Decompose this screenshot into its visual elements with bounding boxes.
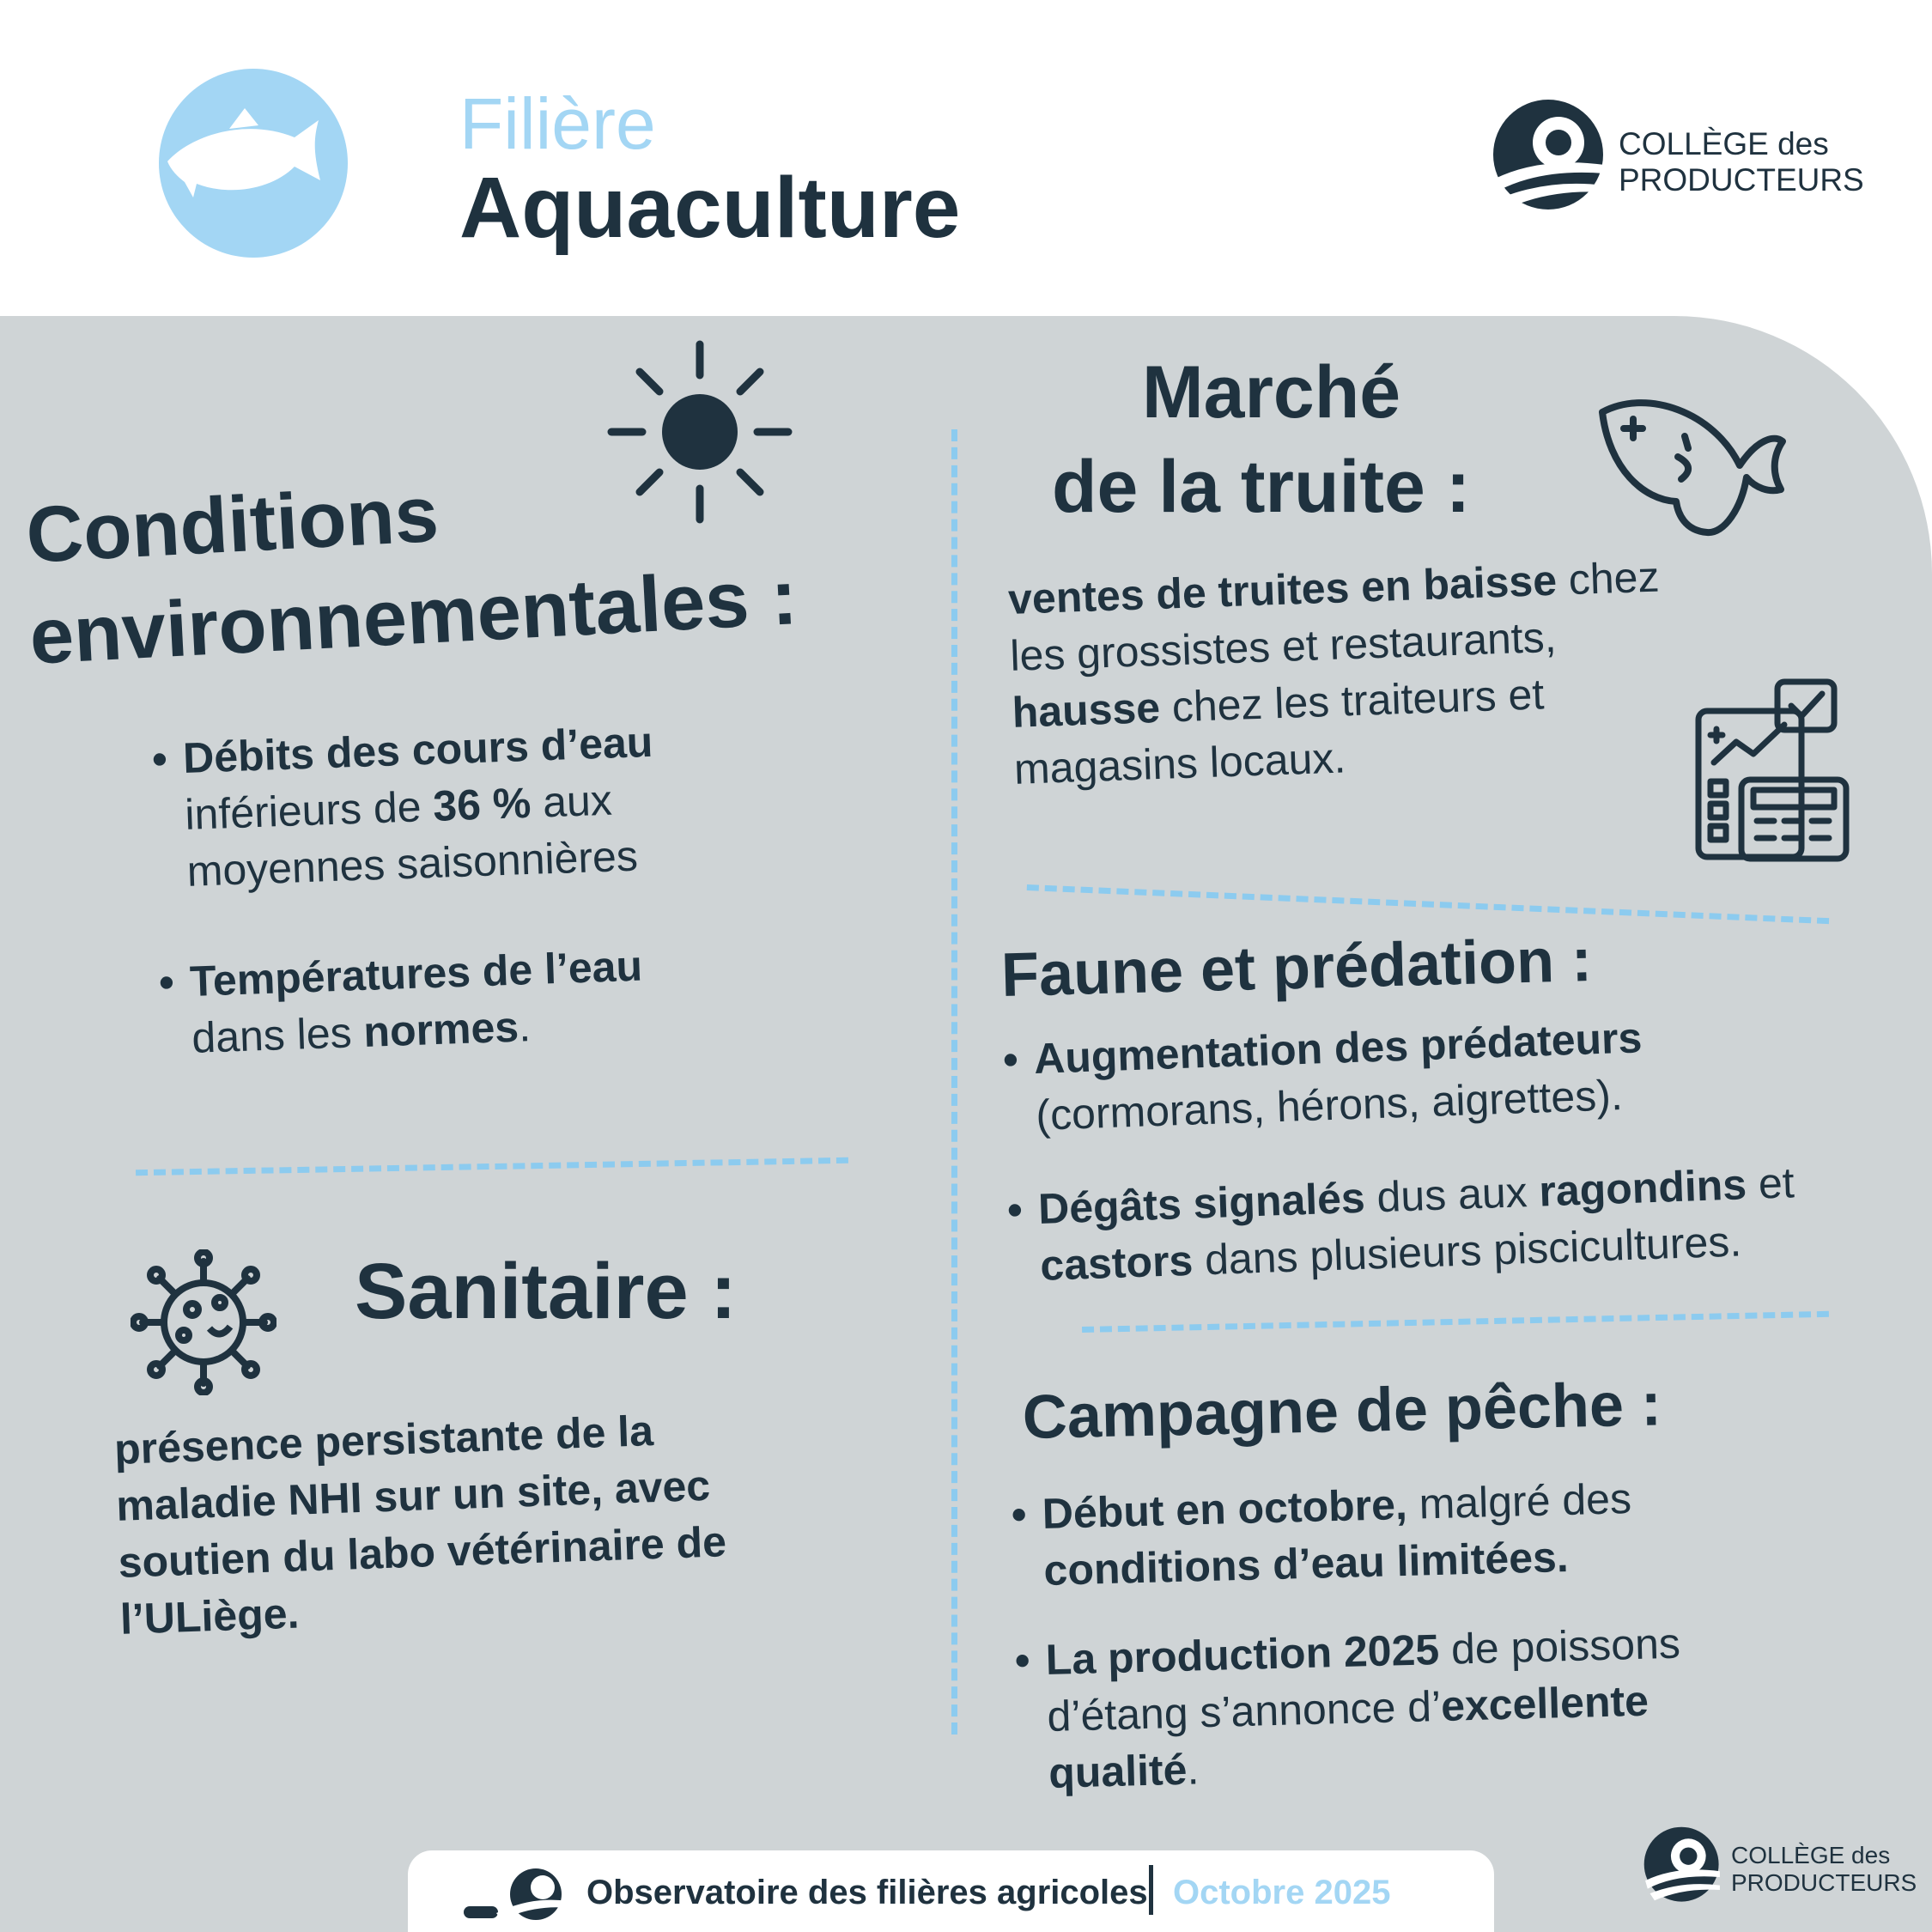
trowel-icon-wrap: [462, 1865, 569, 1929]
footer-label: Observatoire des filières agricoles: [586, 1874, 1148, 1911]
sun-icon-wrap: [601, 339, 799, 541]
fish-outline-icon: [1595, 388, 1793, 538]
sector-name: Aquaculture: [459, 160, 961, 256]
logo-line1: COLLÈGE des: [1619, 126, 1829, 161]
marche-title-1: Marché: [1142, 351, 1401, 434]
sanitaire-text: présence persistante de la maladie NHI sur un site, avec soutien du labo vétérinaire de l’ULiège.: [113, 1406, 727, 1643]
calculator-chart-wrap: [1692, 677, 1855, 870]
logo-icon: [1490, 96, 1610, 216]
conditions-title-2: environnementales :: [27, 553, 799, 681]
fish-icon: [159, 69, 348, 258]
logo-line2: PRODUCTEURS: [1619, 162, 1864, 197]
faune-bullet-1: • Augmentation des prédateurs (cormorans, hérons, aigrettes).: [1002, 1013, 1643, 1139]
campagne-title: Campagne de pêche :: [1022, 1370, 1662, 1452]
column-divider: [951, 429, 957, 1735]
conditions-bullet-2: • Températures de l’eau dans les normes.: [158, 941, 643, 1062]
logo-icon: [1642, 1825, 1723, 1906]
footer-logo: [1642, 1825, 1723, 1911]
conditions-bullet-1: • Débits des cours d’eau inférieurs de 36 % aux moyennes saisonnières: [151, 717, 654, 896]
conditions-title-1: Conditions: [24, 470, 441, 580]
virus-icon-wrap: [131, 1249, 276, 1400]
marche-text: ventes de truites en baisse chez les grossistes et restaurants, hausse chez les traiteurs et magasins locaux.: [1007, 552, 1661, 793]
faune-title: Faune et prédation :: [1000, 925, 1593, 1010]
footer-date: Octobre 2025: [1173, 1874, 1391, 1911]
faune-bullet-2: • Dégâts signalés dus aux ragondins et castors dans plusieurs piscicultures.: [1006, 1158, 1795, 1290]
fish-badge: [159, 69, 348, 258]
footer-logo-line1: COLLÈGE des: [1731, 1842, 1891, 1868]
footer-logo-line2: PRODUCTEURS: [1731, 1869, 1917, 1896]
marche-title-2: de la truite :: [1052, 446, 1471, 528]
virus-icon: [131, 1249, 276, 1395]
fish-outline-wrap: [1595, 388, 1793, 543]
campagne-bullet-2: • La production 2025 de poissons d’étang s’annonce d’excellente qualité.: [1014, 1619, 1681, 1797]
campagne-bullet-1: • Début en octobre, malgré des conditions d’eau limitées.: [1011, 1474, 1632, 1595]
sector-label: Filière: [459, 83, 656, 164]
sun-icon: [601, 339, 799, 537]
header-logo: [1490, 96, 1610, 221]
trowel-icon: [462, 1865, 569, 1925]
footer-separator: [1149, 1865, 1153, 1915]
sanitaire-title: Sanitaire :: [355, 1248, 737, 1335]
calculator-chart-icon: [1692, 677, 1855, 866]
